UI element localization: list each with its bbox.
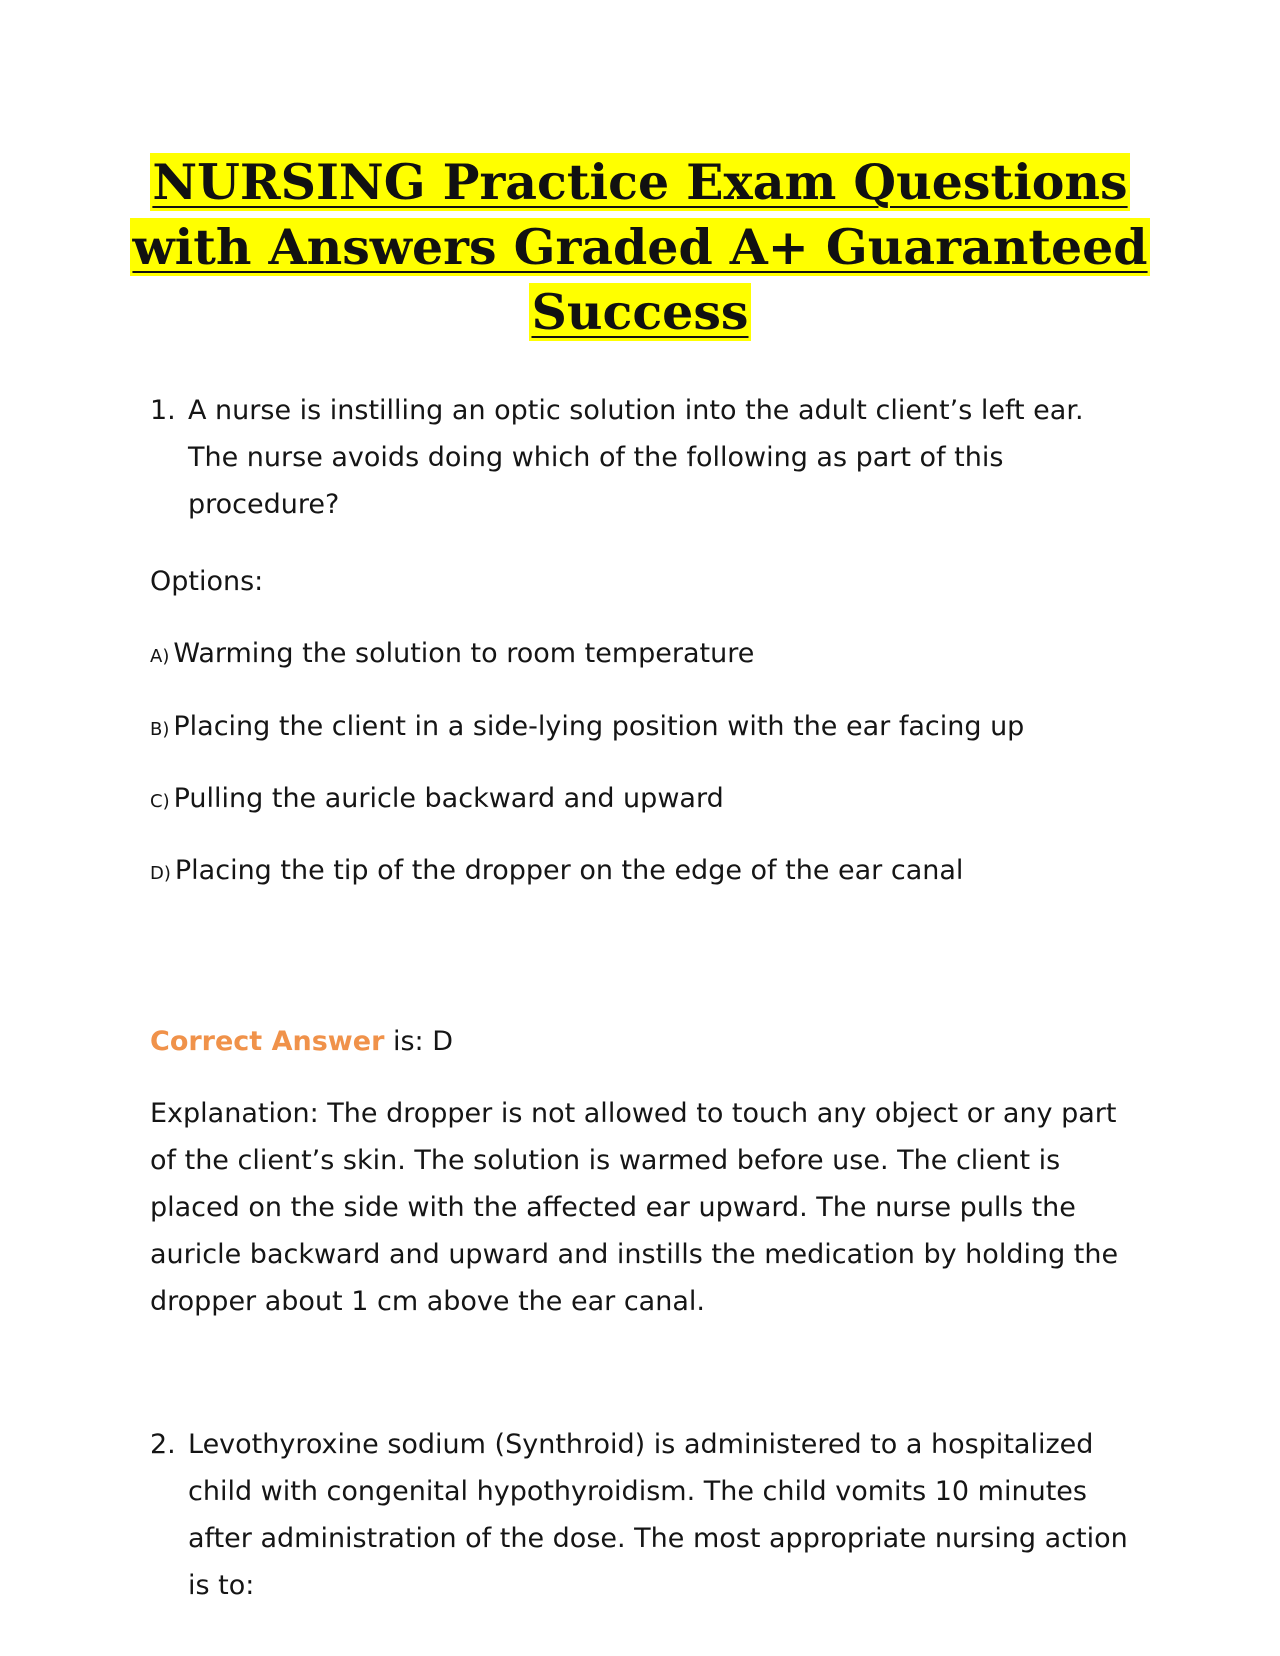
document-title	[120, 150, 1160, 345]
title-line-2: with Answers Graded A+ Guaranteed	[132, 218, 1148, 276]
option-c	[150, 775, 1130, 825]
title-line-1: NURSING Practice Exam Questions	[152, 153, 1128, 211]
question-1	[150, 387, 1140, 528]
option-d	[150, 847, 1130, 897]
correct-answer	[150, 1018, 1130, 1065]
option-a	[150, 630, 1130, 680]
option-a-letter: A)	[150, 646, 170, 667]
option-b	[150, 703, 1130, 753]
option-b-letter: B)	[150, 719, 170, 740]
correct-answer-value: is: D	[384, 1026, 454, 1057]
explanation: Explanation: The dropper is not allowed to touch any object or any part of the client’s skin. The solution is warmed before use. The client is placed on the side with the affected ear upward. The nurse pulls the auricle backward and upward and instills the medication by holding the dropper about 1 cm above the ear canal.	[150, 1098, 1119, 1317]
title-line-3: Success	[531, 283, 749, 341]
option-d-letter: D)	[150, 863, 171, 884]
question-2-text: Levothyroxine sodium (Synthroid) is administered to a hospitalized child with congenital hypothyroidism. The child vomits 10 minutes after administration of the dose. The most appropriate nursing action is to:	[188, 1429, 1128, 1601]
question-2	[150, 1421, 1140, 1609]
option-b-text: Placing the client in a side-lying position with the ear facing up	[173, 711, 1025, 742]
question-2-number: 2.	[150, 1429, 176, 1460]
option-a-text: Warming the solution to room temperature	[173, 638, 755, 669]
option-c-text: Pulling the auricle backward and upward	[173, 783, 724, 814]
question-1-number: 1.	[150, 395, 176, 426]
option-d-text: Placing the tip of the dropper on the edge of the ear canal	[174, 855, 964, 886]
question-1-text: A nurse is instilling an optic solution into the adult client’s left ear. The nurse avoids doing which of the following as part of this procedure?	[188, 395, 1084, 520]
options-label: Options:	[150, 566, 264, 597]
option-c-letter: C)	[150, 791, 170, 812]
correct-answer-label: Correct Answer	[150, 1026, 385, 1057]
